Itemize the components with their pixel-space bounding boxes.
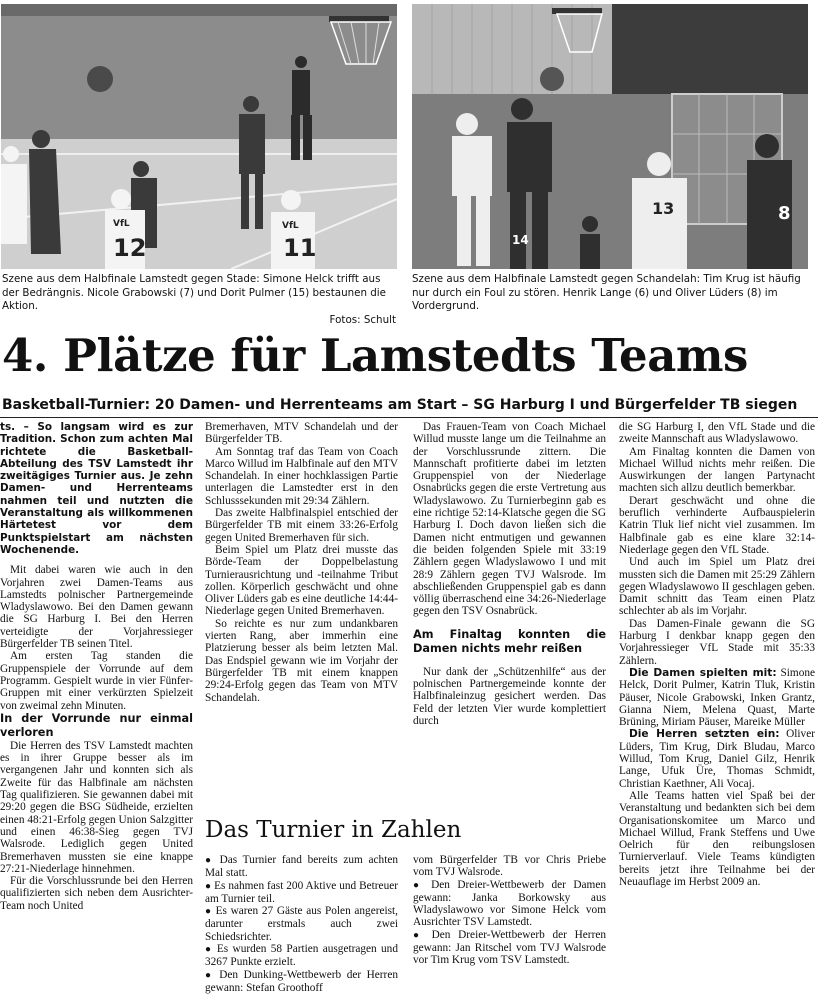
bullet-icon: ● xyxy=(205,855,214,866)
paragraph: Derart geschwächt und ohne die beruflich verhinderte Aufbauspielerin Katrin Tluk lief nicht viel zusammen. Im Halbfinale gab es eine klare 32:14-Niederlage gegen den VfL Stade. xyxy=(619,494,815,556)
article-column-3 xyxy=(413,421,606,727)
photo-caption-left xyxy=(2,273,396,327)
jersey-number-14: 14 xyxy=(512,233,529,247)
bullet-icon: ● xyxy=(413,929,424,941)
fact-item: ● Es nahmen fast 200 Aktive und Betreuer am Turnier teil. xyxy=(205,879,398,905)
fact-item: ● Es wurden 58 Partien ausgetragen und 3267 Punkte erzielt. xyxy=(205,943,398,969)
photo-men-semifinal xyxy=(412,4,808,269)
roster-text: Oliver Lüders, Tim Krug, Dirk Bludau, Marco Willud, Tom Krug, Daniel Gilz, Henrik Lange, Ufuk Üre, Thomas Schmidt, Christian Kaethner, Ali Vocaj. xyxy=(619,728,815,790)
bullet-icon: ● xyxy=(205,906,212,918)
paragraph: Am Sonntag traf das Team von Coach Marco Willud im Halbfinale auf den MTV Schandelah. In einer hochklassigen Partie unterlagen die Lamstedter erst in den Schlusssekunden mit 29:34 Zählern. xyxy=(205,445,398,507)
paragraph: Das Damen-Finale gewann die SG Harburg I denkbar knapp gegen den Vorjahressieger VfL Stade mit 35:33 Zählern. xyxy=(619,617,815,667)
photo-caption-right xyxy=(412,273,810,314)
jersey-number-13: 13 xyxy=(652,199,675,218)
article-column-1 xyxy=(0,421,193,912)
infobox-column-left xyxy=(205,854,398,994)
fact-item: ● Es waren 27 Gäste aus Polen angereist, darunter erstmals auch zwei Schiedsrichter. xyxy=(205,905,398,943)
bullet-icon: ● xyxy=(413,879,424,891)
photo-credit: Fotos: Schult xyxy=(329,313,396,326)
paragraph: Das zweite Halbfinalspiel entschied der Bürgerfelder TB mit einem 33:26-Erfolg gegen United Bremerhaven für sich. xyxy=(205,507,398,544)
jersey-text-vfl-1: VfL xyxy=(113,219,130,229)
paragraph: Und auch im Spiel um Platz drei mussten sich die Damen mit 25:29 Zählern gegen Wladyslawowo II geschlagen geben. Damit schnitt das Team einen Platz schlechter ab als im Vorjahr. xyxy=(619,556,815,618)
subheading: Am Finaltag konnten die Damen nichts mehr reißen xyxy=(413,627,606,655)
jersey-number-11: 11 xyxy=(283,234,317,262)
headline: 4. Plätze für Lamstedts Teams xyxy=(2,329,748,382)
paragraph: Alle Teams hatten viel Spaß bei der Veranstaltung und bedankten sich bei dem Organisationskomitee um Marco und Michael Willud, Frank Steffens und Uwe Oelrich für den reibungslosen Turnierverlauf. Viele Teams kündigten bereits jetzt ihre Teilnahme bei der Neuauflage im Herbst 2009 an. xyxy=(619,789,815,888)
fact-item: ● Den Dunking-Wettbewerb der Herren gewann: Stefan Groothoff xyxy=(205,968,398,994)
paragraph-damen-roster xyxy=(619,667,815,728)
paragraph: die SG Harburg I, den VfL Stade und die zweite Mannschaft aus Wladyslawowo. xyxy=(619,421,815,446)
fact-continuation: vom Bürgerfelder TB vor Chris Priebe vom TVJ Walsrode. xyxy=(413,854,606,879)
paragraph: So reichte es nur zum undankbaren vierten Rang, aber immerhin eine Platzierung besser als beim letzten Mal. Das Endspiel gewann wie im Vorjahr der Bürgerfelder TB mit einem knappen 29:24-Erfolg gegen das Team von MTV Schandelah. xyxy=(205,617,398,704)
bullet-icon: ● xyxy=(205,880,212,892)
infobox-title: Das Turnier in Zahlen xyxy=(205,817,462,843)
roster-text: Simone Helck, Dorit Pulmer, Katrin Tluk, Kristin Päuser, Nicole Grabowski, Inken Grantz, Gianna Niem, Melena Quast, Marte Brüning, Miriam Päuser, Mareike Müller xyxy=(619,666,816,729)
lead-paragraph: ts. – So langsam wird es zur Tradition. Schon zum achten Mal richtete die Basketball-Abteilung des TSV Lamstedt ihr zweitägiges Turnier aus. Je zehn Damen- und Herrenteams nahmen teil und nutzten die Veranstaltung als willkommenen Härtetest vor dem Punktspielstart am nächsten Wochenende. xyxy=(0,421,193,556)
fact-item: ● Das Turnier fand bereits zum achten Mal statt. xyxy=(205,854,399,880)
paragraph: Die Herren des TSV Lamstedt machten es in ihrer Gruppe besser als im vergangenen Jahr und konnten sich als Zweite für das Halbfinale am nächsten Tag qualifizieren. Sie gewannen dabei mit 29:20 gegen die BSG Südheide, erzielten einen 48:21-Erfolg gegen Union Salzgitter und einen 46:38-Sieg gegen TVJ Walsrode. Lediglich gegen United Bremerhaven mussten sie eine knappe 27:21-Niederlage hinnehmen. xyxy=(0,739,193,875)
paragraph: Mit dabei waren wie auch in den Vorjahren zwei Damen-Teams aus Lamstedts polnischer Partnergemeinde Wladyslawowo. Bei den Damen gewann die SG Harburg I. Bei den Herren verteidigte der Vorjahressieger Bürgerfelder TB seinen Titel. xyxy=(0,564,193,651)
paragraph: Am ersten Tag standen die Gruppenspiele der Vorrunde auf dem Programm. Gespielt wurde in vier Fünfer-Gruppen mit einer verkürzten Spielzeit von zweimal zehn Minuten. xyxy=(0,650,193,712)
article-column-4 xyxy=(619,421,815,888)
jersey-text-vfl-2: VfL xyxy=(282,221,299,231)
jersey-number-12: 12 xyxy=(113,234,147,262)
roster-label: Die Herren setzten ein: xyxy=(629,728,780,741)
paragraph: Für die Vorschlussrunde bei den Herren qualifizierten sich neben dem Ausrichter-Team noch United xyxy=(0,875,193,912)
jersey-number-8: 8 xyxy=(778,203,791,224)
paragraph: Beim Spiel um Platz drei musste das Börde-Team der Doppelbelastung Turnierausrichtung und -teilnahme Tribut zollen. Körperlich geschwächt und ohne Oliver Lüders gab es eine deutliche 14:44-Niederlage gegen United Bremerhaven. xyxy=(205,543,398,618)
paragraph: Nur dank der „Schützenhilfe“ aus der polnischen Partnergemeinde konnte der Halbfinaleinzug gesichert werden. Das Feld der letzten Vier wurde komplettiert durch xyxy=(413,665,606,727)
paragraph-herren-roster xyxy=(619,728,815,789)
paragraph: Am Finaltag konnten die Damen von Michael Willud nichts mehr reißen. Die Auswirkungen der langen Partynacht machten sich allzu deutlich bemerkbar. xyxy=(619,445,815,495)
article-column-2 xyxy=(205,421,398,704)
subheading: In der Vorrunde nur einmal verloren xyxy=(0,711,193,739)
fact-item: ● Den Dreier-Wettbewerb der Damen gewann: Janka Borkowsky aus Wladyslawowo vor Simone Helck vom Ausrichter TSV Lamstedt. xyxy=(413,878,607,929)
caption-text: Szene aus dem Halbfinale Lamstedt gegen Schandelah: Tim Krug ist häufig nur durch ein Foul zu stören. Henrik Lange (6) und Oliver Lüders (8) im Vordergrund. xyxy=(412,273,801,312)
paragraph: Das Frauen-Team von Coach Michael Willud musste lange um die Teilnahme an der Vorschlussrunde zittern. Die Mannschaft profitierte dabei im letzten Gruppenspiel von der Niederlage Osnabrücks gegen die erste Vertretung aus Wladyslawowo. Zu Turnierbeginn gab es eine richtige 52:14-Klatsche gegen die SG Harburg I. Doch davon ließen sich die Damen nicht entmutigen und gewannen die beiden folgenden Spiele mit 33:19 Zählern gegen Wladyslawowo I und mit 28:9 Zählern gegen TVJ Walsrode. Im abschließenden Gruppenspiel gab es dann völlig überraschend eine 34:26-Niederlage gegen den TSV Osnabrück. xyxy=(413,421,606,618)
bullet-icon: ● xyxy=(205,944,213,956)
caption-text: Szene aus dem Halbfinale Lamstedt gegen Stade: Simone Helck trifft aus der Bedrängnis. Nicole Grabowski (7) und Dorit Pulmer (15) bestaunen die Aktion. xyxy=(2,273,387,312)
roster-label: Die Damen spielten mit: xyxy=(629,666,777,679)
divider xyxy=(0,417,818,418)
photo-women-semifinal xyxy=(1,4,397,269)
bullet-icon: ● xyxy=(205,969,214,981)
subheadline: Basketball-Turnier: 20 Damen- und Herrenteams am Start – SG Harburg I und Bürgerfelder TB siegen xyxy=(2,397,798,413)
paragraph: Bremerhaven, MTV Schandelah und der Bürgerfelder TB. xyxy=(205,421,398,446)
fact-item: ● Den Dreier-Wettbewerb der Herren gewann: Jan Ritschel vom TVJ Walsrode vor Tim Krug vom TSV Lamstedt. xyxy=(413,928,606,967)
infobox-column-right xyxy=(413,854,606,967)
